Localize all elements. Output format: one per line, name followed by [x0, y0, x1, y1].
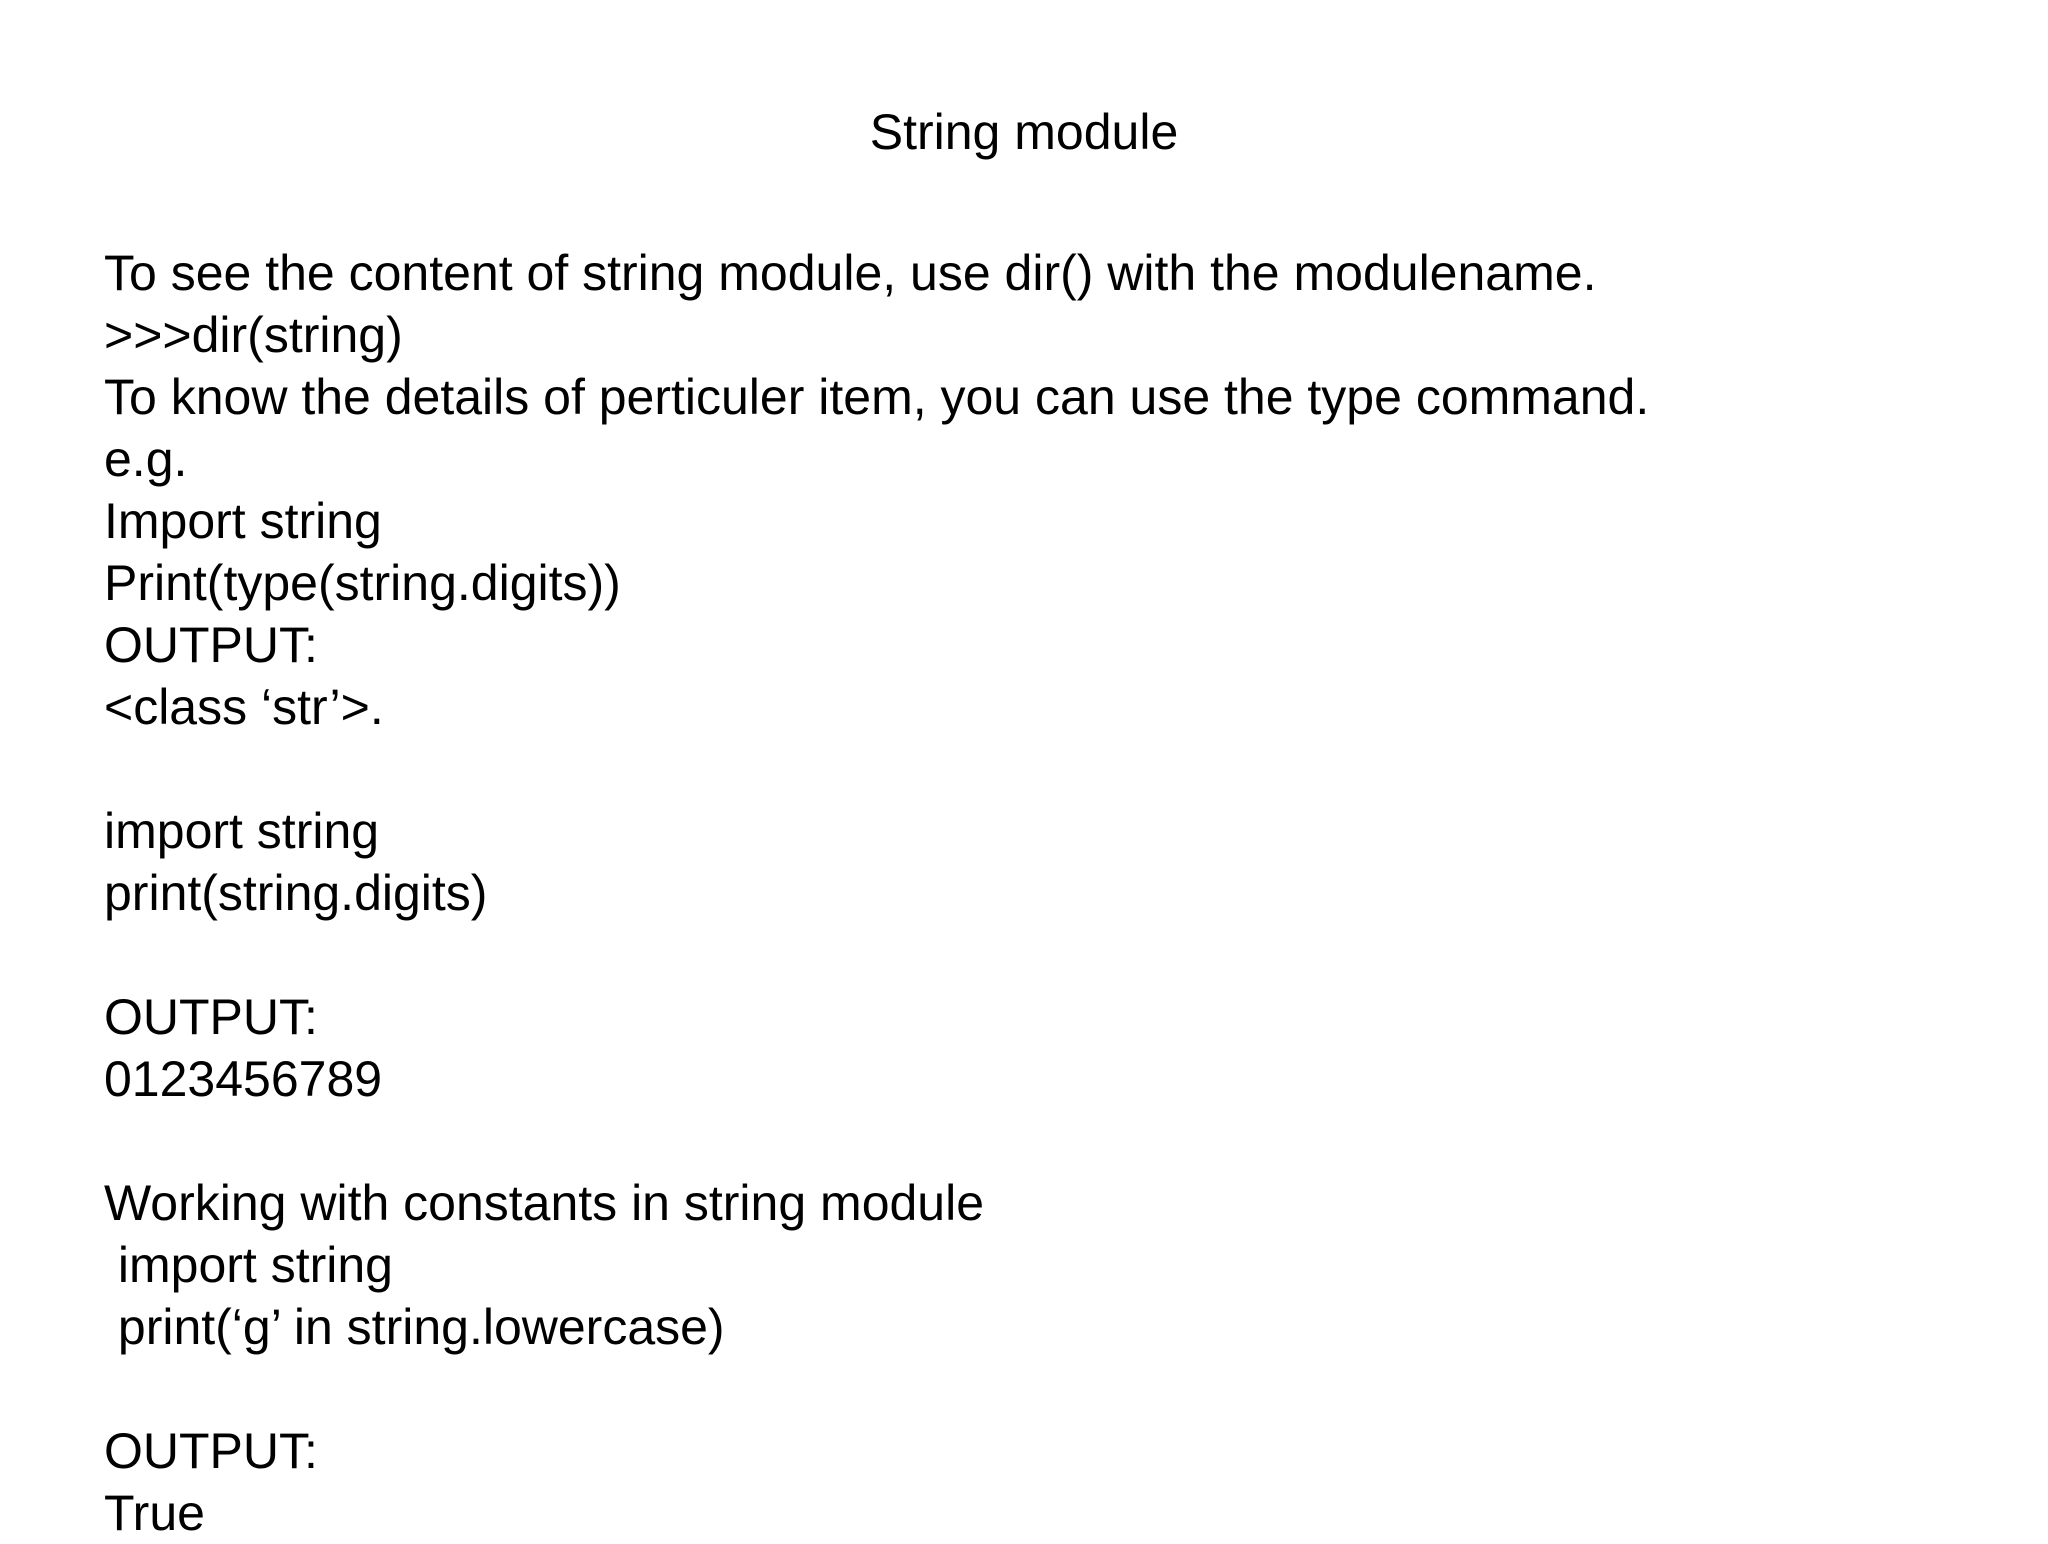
body-line: <class ‘str’>. [104, 679, 384, 735]
blank-line [104, 738, 2004, 800]
blank-line [104, 1358, 2004, 1420]
body-line: Working with constants in string module [104, 1175, 985, 1231]
body-line: Import string [104, 493, 382, 549]
body-line: print(‘g’ in string.lowercase) [104, 1299, 725, 1355]
blank-line [104, 924, 2004, 986]
body-line: OUTPUT: [104, 617, 318, 673]
body-line: e.g. [104, 431, 188, 487]
body-line: print(string.digits) [104, 865, 488, 921]
body-line: import string [104, 1237, 393, 1293]
body-line: Print(type(string.digits)) [104, 555, 621, 611]
slide-title: String module [869, 104, 1179, 160]
slide-body [104, 242, 2004, 1544]
body-line: To know the details of perticuler item, you can use the type command. [104, 369, 1650, 425]
body-line: OUTPUT: [104, 1423, 318, 1479]
body-line: 0123456789 [104, 1051, 383, 1107]
body-line: To see the content of string module, use dir() with the modulename. [104, 245, 1597, 301]
body-line: >>>dir(string) [104, 307, 403, 363]
blank-line [104, 1110, 2004, 1172]
body-line: True [104, 1485, 205, 1541]
body-line: OUTPUT: [104, 989, 318, 1045]
body-line: import string [104, 803, 380, 859]
